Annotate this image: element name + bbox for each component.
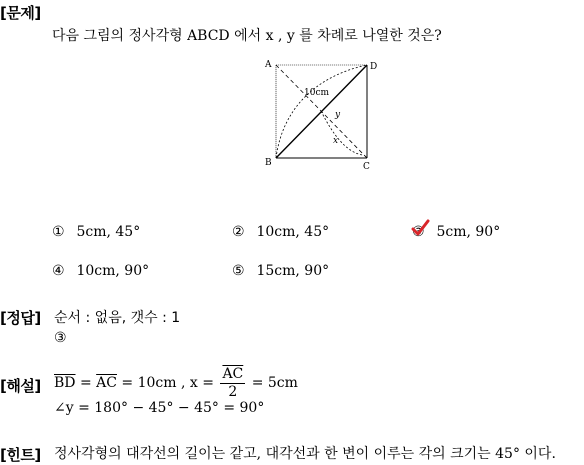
choice-3[interactable] <box>412 224 500 240</box>
choice-5[interactable] <box>232 263 329 279</box>
answer-label: [정답] <box>0 309 41 327</box>
choice-2-text: 10cm, 45° <box>256 224 330 240</box>
choice-2-marker: ② <box>232 224 245 240</box>
choice-4-text: 10cm, 90° <box>76 263 150 279</box>
explanation-line-2: ∠y = 180° − 45° − 45° = 90° <box>54 400 265 416</box>
vertex-b-label: B <box>265 158 272 168</box>
choice-1-marker: ① <box>52 224 65 240</box>
length-x-label: x <box>333 136 339 146</box>
choice-4-marker: ④ <box>52 263 65 279</box>
length-label: 10cm <box>304 88 330 98</box>
fraction <box>220 366 245 401</box>
explanation-line-1 <box>54 363 298 403</box>
fraction-numerator: $\overline{AC}$ <box>222 365 244 382</box>
answer-meta: 순서 : 없음, 갯수 : 1 <box>54 310 181 326</box>
vertex-c-label: C <box>363 162 370 172</box>
answer-value: ③ <box>54 330 67 346</box>
eq-part-2: = 10cm , x = <box>116 375 219 391</box>
choice-2[interactable] <box>232 224 329 240</box>
choice-4[interactable] <box>52 263 149 279</box>
fraction-denominator: 2 <box>228 383 238 400</box>
angle-y-label: y <box>335 110 341 120</box>
vertex-d-label: D <box>370 62 378 72</box>
choice-1[interactable] <box>52 224 140 240</box>
choice-3-marker-wrap <box>412 224 432 240</box>
choice-3-marker: ③ <box>412 224 425 240</box>
check-mark-icon <box>410 218 430 238</box>
segment-bd: $\overline{BD}$ <box>54 375 76 391</box>
hint-label: [힌트] <box>0 446 41 464</box>
choice-3-text: 5cm, 90° <box>436 224 501 240</box>
question-label: [문제] <box>0 4 41 22</box>
choice-5-text: 15cm, 90° <box>256 263 330 279</box>
square-figure <box>255 55 385 175</box>
explanation-label: [해설] <box>0 377 41 395</box>
hint-text: 정사각형의 대각선의 길이는 같고, 대각선과 한 변이 이루는 각의 크기는 45° 이다. <box>54 446 556 462</box>
choice-5-marker: ⑤ <box>232 263 245 279</box>
eq-part-3: = 5cm <box>247 375 298 391</box>
eq-part-1: = <box>75 375 97 391</box>
choice-1-text: 5cm, 45° <box>76 224 141 240</box>
question-text: 다음 그림의 정사각형 ABCD 에서 x , y 를 차례로 나열한 것은? <box>52 28 442 44</box>
vertex-a-label: A <box>265 60 272 70</box>
segment-ac: $\overline{AC}$ <box>96 375 117 391</box>
